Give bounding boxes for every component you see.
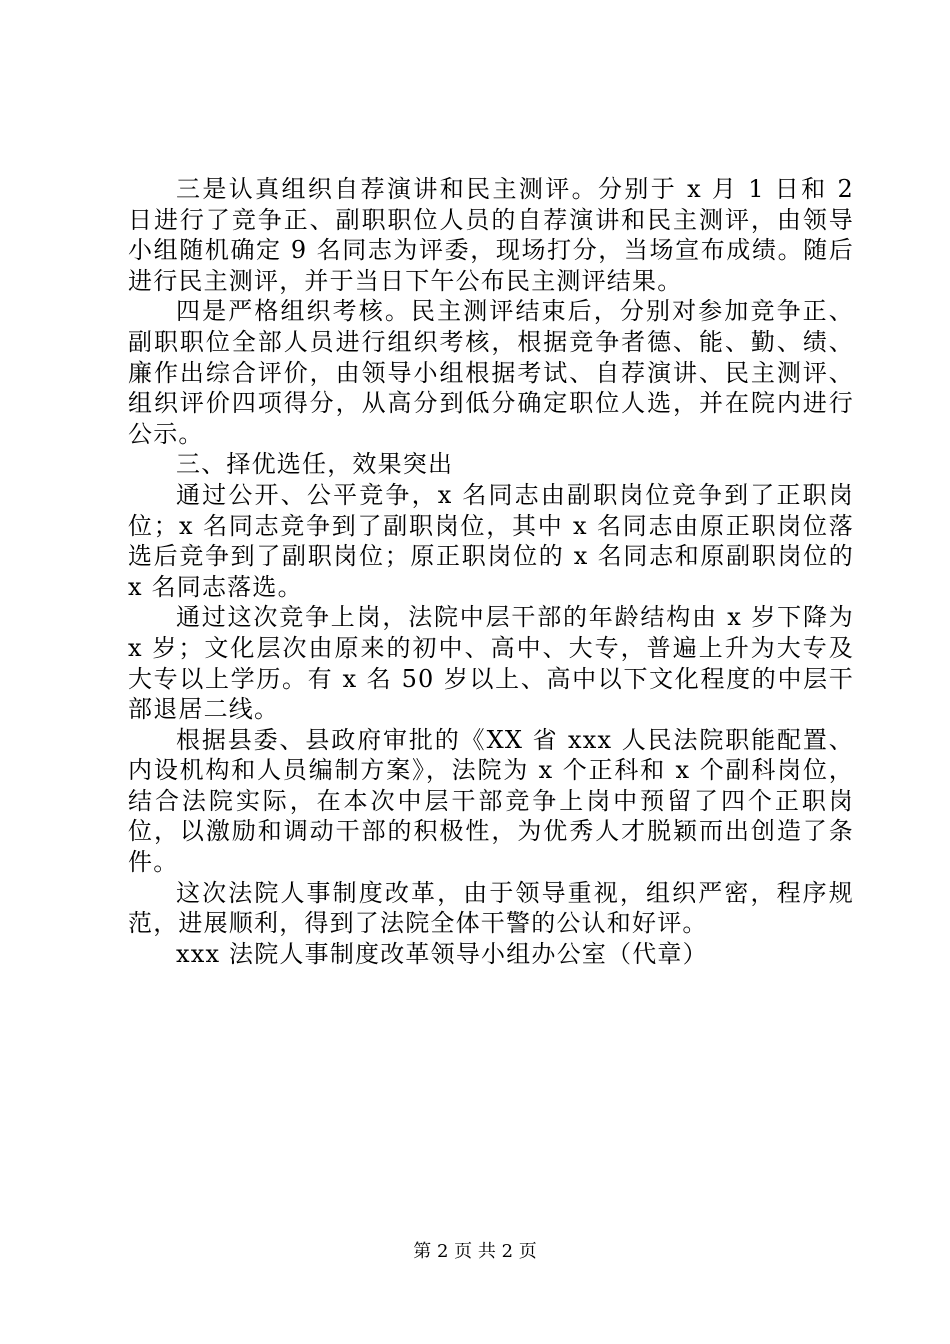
paragraph-conclusion: 这次法院人事制度改革，由于领导重视，组织严密，程序规范，进展顺利，得到了法院全体干警的公认和好评。: [128, 878, 854, 938]
paragraph-self-recommendation: 三是认真组织自荐演讲和民主测评。分别于 x 月 1 日和 2 日进行了竞争正、副职职位人员的自荐演讲和民主测评，由领导小组随机确定 9 名同志为评委，现场打分，当场宣布成绩。随后进行民主测评，并于当日下午公布民主测评结果。: [128, 175, 854, 295]
paragraph-reserved-positions: 根据县委、县政府审批的《XX 省 xxx 人民法院职能配置、内设机构和人员编制方案》，法院为 x 个正科和 x 个副科岗位，结合法院实际，在本次中层干部竞争上岗中预留了四个正职岗位，以激励和调动干部的积极性，为优秀人才脱颖而出创造了条件。: [128, 725, 854, 877]
page-number-footer: 第 2 页 共 2 页: [413, 1241, 537, 1262]
paragraph-assessment: 四是严格组织考核。民主测评结束后，分别对参加竞争正、副职职位全部人员进行组织考核，根据竞争者德、能、勤、绩、廉作出综合评价，由领导小组根据考试、自荐演讲、民主测评、组织评价四项得分，从高分到低分确定职位人选，并在院内进行公示。: [128, 297, 854, 448]
document-body: [128, 174, 854, 969]
section-heading: 三、择优选任，效果突出: [176, 450, 454, 479]
paragraph-competition-result: 通过公开、公平竞争，x 名同志由副职岗位竞争到了正职岗位；x 名同志竞争到了副职岗位，其中 x 名同志由原正职岗位落选后竞争到了副职岗位；原正职岗位的 x 名同志和原副职岗位的 x 名同志落选。: [128, 480, 854, 601]
paragraph-age-structure: 通过这次竞争上岗，法院中层干部的年龄结构由 x 岁下降为 x 岁；文化层次由原来的初中、高中、大专，普遍上升为大专及大专以上学历。有 x 名 50 岁以上、高中以下文化程度的中层干部退居二线。: [128, 603, 854, 724]
signature-line: xxx 法院人事制度改革领导小组办公室（代章）: [176, 939, 708, 968]
